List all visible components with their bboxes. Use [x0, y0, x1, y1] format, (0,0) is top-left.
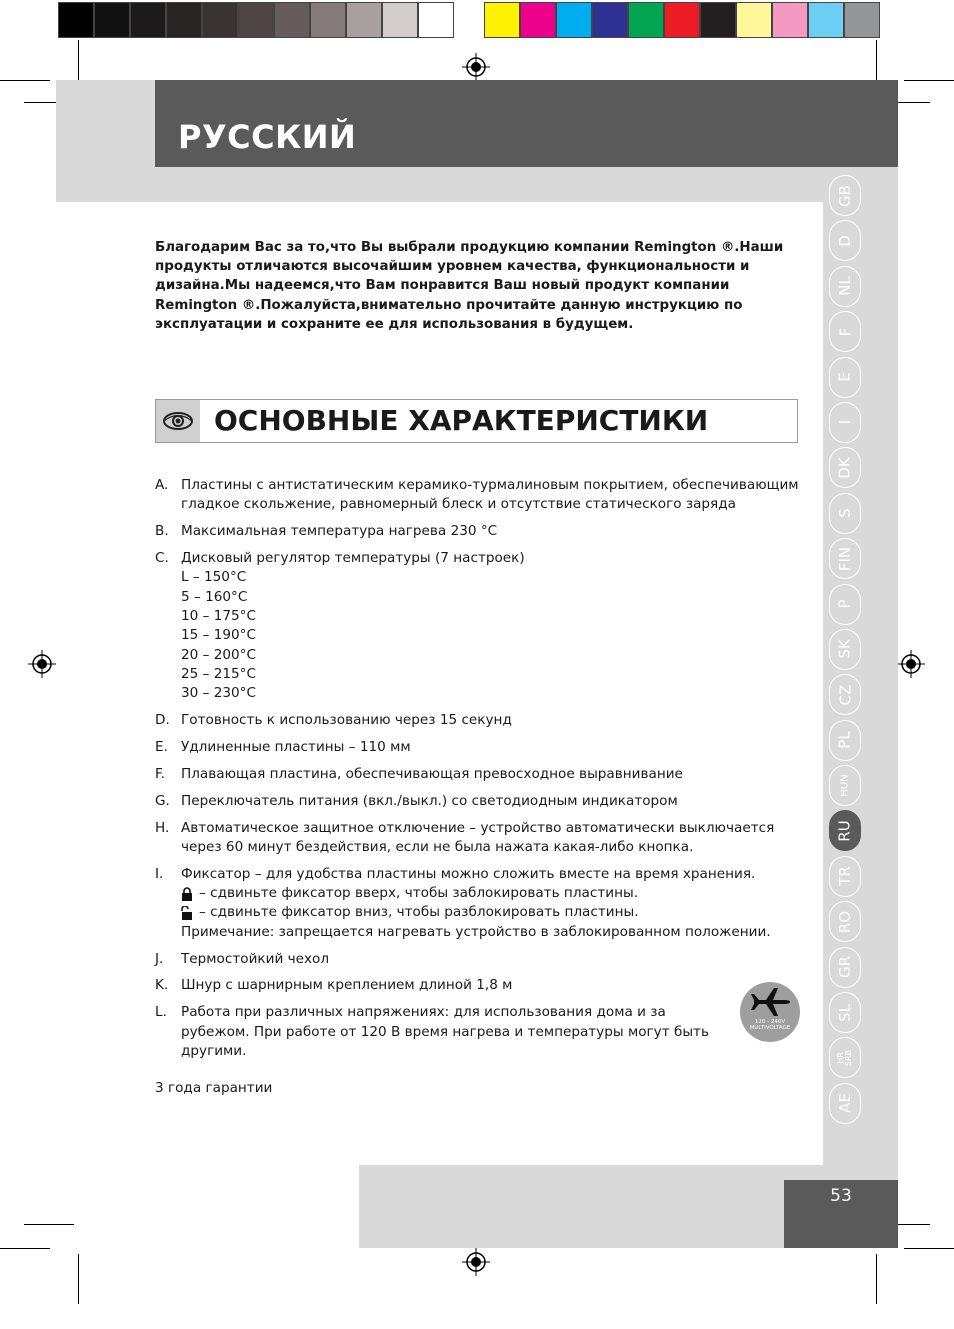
language-tab-gb[interactable]: GB: [829, 175, 861, 216]
multivoltage-badge: [740, 982, 800, 1042]
gray-swatch: [346, 2, 382, 38]
registration-mark-bottom: [462, 1248, 490, 1276]
lock-note: Примечание: запрещается нагревать устройство в заблокированном положении.: [181, 923, 771, 940]
language-tab-tr[interactable]: TR: [829, 856, 861, 897]
crop-mark: [0, 1248, 50, 1249]
temperature-setting: L – 150°C: [181, 569, 247, 586]
language-tab-sk[interactable]: SK: [829, 629, 861, 670]
item-letter: E.: [155, 738, 168, 755]
crop-mark: [904, 80, 954, 81]
language-tab-hun[interactable]: HUN: [829, 765, 861, 806]
registration-mark-top: [462, 53, 490, 81]
color-swatch: [484, 2, 520, 38]
item-letter: L.: [155, 1004, 167, 1021]
language-tab-fin[interactable]: FIN: [829, 538, 861, 579]
item-letter: G.: [155, 792, 170, 809]
item-text: Максимальная температура нагрева 230 °C: [181, 523, 498, 540]
language-tab-pl[interactable]: PL: [829, 720, 861, 761]
gray-swatch: [58, 2, 94, 38]
lock-instruction: – сдвиньте фиксатор вверх, чтобы заблокировать пластины.: [199, 885, 639, 902]
crop-mark: [0, 80, 50, 81]
page-number-text: 53: [830, 1186, 852, 1206]
language-tab-d[interactable]: D: [829, 220, 861, 261]
item-text: Термостойкий чехол: [181, 950, 330, 967]
language-tab-sl[interactable]: SL: [829, 992, 861, 1033]
language-tab-ru[interactable]: RU: [829, 810, 861, 851]
list-item: [155, 950, 805, 969]
language-tab-hr-srb[interactable]: HR SRB: [829, 1037, 861, 1078]
list-item: [155, 476, 805, 515]
item-letter: D.: [155, 712, 170, 729]
features-list: [155, 476, 805, 1069]
section-heading: [155, 399, 798, 443]
page-title: РУССКИЙ: [178, 118, 357, 156]
language-tab-p[interactable]: P: [829, 584, 861, 625]
color-calibration-bar-right: [484, 2, 880, 38]
language-tab-dk[interactable]: DK: [829, 447, 861, 488]
color-swatch: [700, 2, 736, 38]
item-text: Автоматическое защитное отключение – устройство автоматически выключается через 60 минут бездействия, если не была нажата какая-либо кнопка.: [181, 819, 775, 855]
color-calibration-bar-left: [58, 2, 454, 38]
color-swatch: [592, 2, 628, 38]
item-text-main: Дисковый регулятор температуры (7 настроек): [181, 550, 525, 567]
color-swatch: [736, 2, 772, 38]
list-item: [155, 819, 805, 858]
airplane-icon: [740, 982, 800, 1022]
language-tab-cz[interactable]: CZ: [829, 674, 861, 715]
item-text: Пластины с антистатическим керамико-турмалиновым покрытием, обеспечивающим гладкое скольжение, равномерный блеск и отсутствие статического заряда: [181, 477, 799, 513]
gray-swatch: [130, 2, 166, 38]
item-text: Удлиненные пластины – 110 мм: [181, 738, 411, 755]
language-tab-e[interactable]: E: [829, 357, 861, 398]
registration-mark-right: [897, 650, 925, 678]
item-text-main: Фиксатор – для удобства пластины можно сложить вместе на время хранения.: [181, 865, 756, 882]
item-letter: C.: [155, 550, 169, 567]
item-text: Работа при различных напряжениях: для использования дома и за рубежом. При работе от 120 В время нагрева и температуры могут быть другими.: [181, 1004, 709, 1059]
lock-row: [181, 884, 805, 903]
item-letter: K.: [155, 977, 169, 994]
temperature-setting: 20 – 200°C: [181, 646, 256, 663]
item-letter: B.: [155, 523, 169, 540]
language-tab-ro[interactable]: RO: [829, 901, 861, 942]
warranty-text: 3 года гарантии: [155, 1080, 273, 1096]
item-text: [181, 549, 805, 703]
color-swatch: [808, 2, 844, 38]
list-item: [155, 738, 805, 757]
crop-mark: [24, 1224, 74, 1225]
color-swatch: [520, 2, 556, 38]
temperature-setting: 5 – 160°C: [181, 588, 248, 605]
item-text: Переключатель питания (вкл./выкл.) со светодиодным индикатором: [181, 792, 678, 809]
registration-mark-left: [28, 650, 56, 678]
list-item: [155, 522, 805, 541]
gray-swatch: [274, 2, 310, 38]
list-item: [155, 865, 805, 942]
item-letter: F.: [155, 765, 165, 782]
gray-swatch: [238, 2, 274, 38]
item-text: [181, 865, 805, 942]
voltage-range: 120 - 240V: [754, 1019, 786, 1025]
list-item: [155, 549, 805, 703]
gray-swatch: [418, 2, 454, 38]
color-swatch: [772, 2, 808, 38]
gray-swatch: [202, 2, 238, 38]
item-letter: J.: [155, 950, 164, 967]
language-tab-nl[interactable]: NL: [829, 266, 861, 307]
crop-mark: [78, 1254, 79, 1304]
language-tab-f[interactable]: F: [829, 311, 861, 352]
eye-icon: [156, 400, 200, 442]
unlock-row: [181, 903, 805, 922]
gray-swatch: [310, 2, 346, 38]
gray-swatch: [94, 2, 130, 38]
language-tabs: [829, 175, 863, 1128]
language-tab-gr[interactable]: GR: [829, 947, 861, 988]
item-letter: A.: [155, 477, 169, 493]
temperature-setting: 10 – 175°C: [181, 607, 256, 624]
list-item: [155, 792, 805, 811]
color-swatch: [628, 2, 664, 38]
language-tab-ae[interactable]: AE: [829, 1083, 861, 1124]
intro-paragraph: Благодарим Вас за то,что Вы выбрали продукцию компании Remington ®.Наши продукты отличаются высочайшим уровнем качества, функциональности и дизайна.Мы надеемся,что Вам понравится Ваш новый продукт компании Remington ®.Пожалуйста,внимательно прочитайте данную инструкцию по эксплуатации и сохраните ее для использования в будущем.: [155, 240, 784, 332]
gray-swatch: [382, 2, 418, 38]
unlock-instruction: – сдвиньте фиксатор вниз, чтобы разблокировать пластины.: [199, 904, 639, 921]
voltage-text: [740, 1019, 800, 1031]
crop-mark: [904, 1248, 954, 1249]
item-text: Шнур с шарнирным креплением длиной 1,8 м: [181, 977, 513, 994]
language-tab-i[interactable]: I: [829, 402, 861, 443]
lock-closed-icon: [181, 887, 193, 901]
gray-swatch: [166, 2, 202, 38]
temperature-setting: 15 – 190°C: [181, 627, 256, 644]
lock-open-icon: [181, 906, 193, 920]
item-text: Готовность к использованию через 15 секунд: [181, 712, 512, 729]
temperature-setting: 30 – 230°C: [181, 685, 256, 702]
list-item: [155, 765, 805, 784]
color-swatch: [844, 2, 880, 38]
page-number: [784, 1180, 898, 1248]
item-text: Плавающая пластина, обеспечивающая превосходное выравнивание: [181, 765, 683, 782]
crop-mark: [876, 40, 877, 80]
temperature-setting: 25 – 215°C: [181, 665, 256, 682]
list-item: [155, 976, 805, 995]
item-letter: I.: [155, 865, 164, 882]
item-letter: H.: [155, 819, 170, 836]
list-item: [155, 1003, 805, 1061]
voltage-label: MULTIVOLTAGE: [749, 1025, 791, 1031]
color-swatch: [556, 2, 592, 38]
color-swatch: [664, 2, 700, 38]
language-tab-s[interactable]: S: [829, 493, 861, 534]
section-title: ОСНОВНЫЕ ХАРАКТЕРИСТИКИ: [214, 404, 709, 437]
crop-mark: [876, 1254, 877, 1304]
list-item: [155, 711, 805, 730]
crop-mark: [78, 40, 79, 80]
